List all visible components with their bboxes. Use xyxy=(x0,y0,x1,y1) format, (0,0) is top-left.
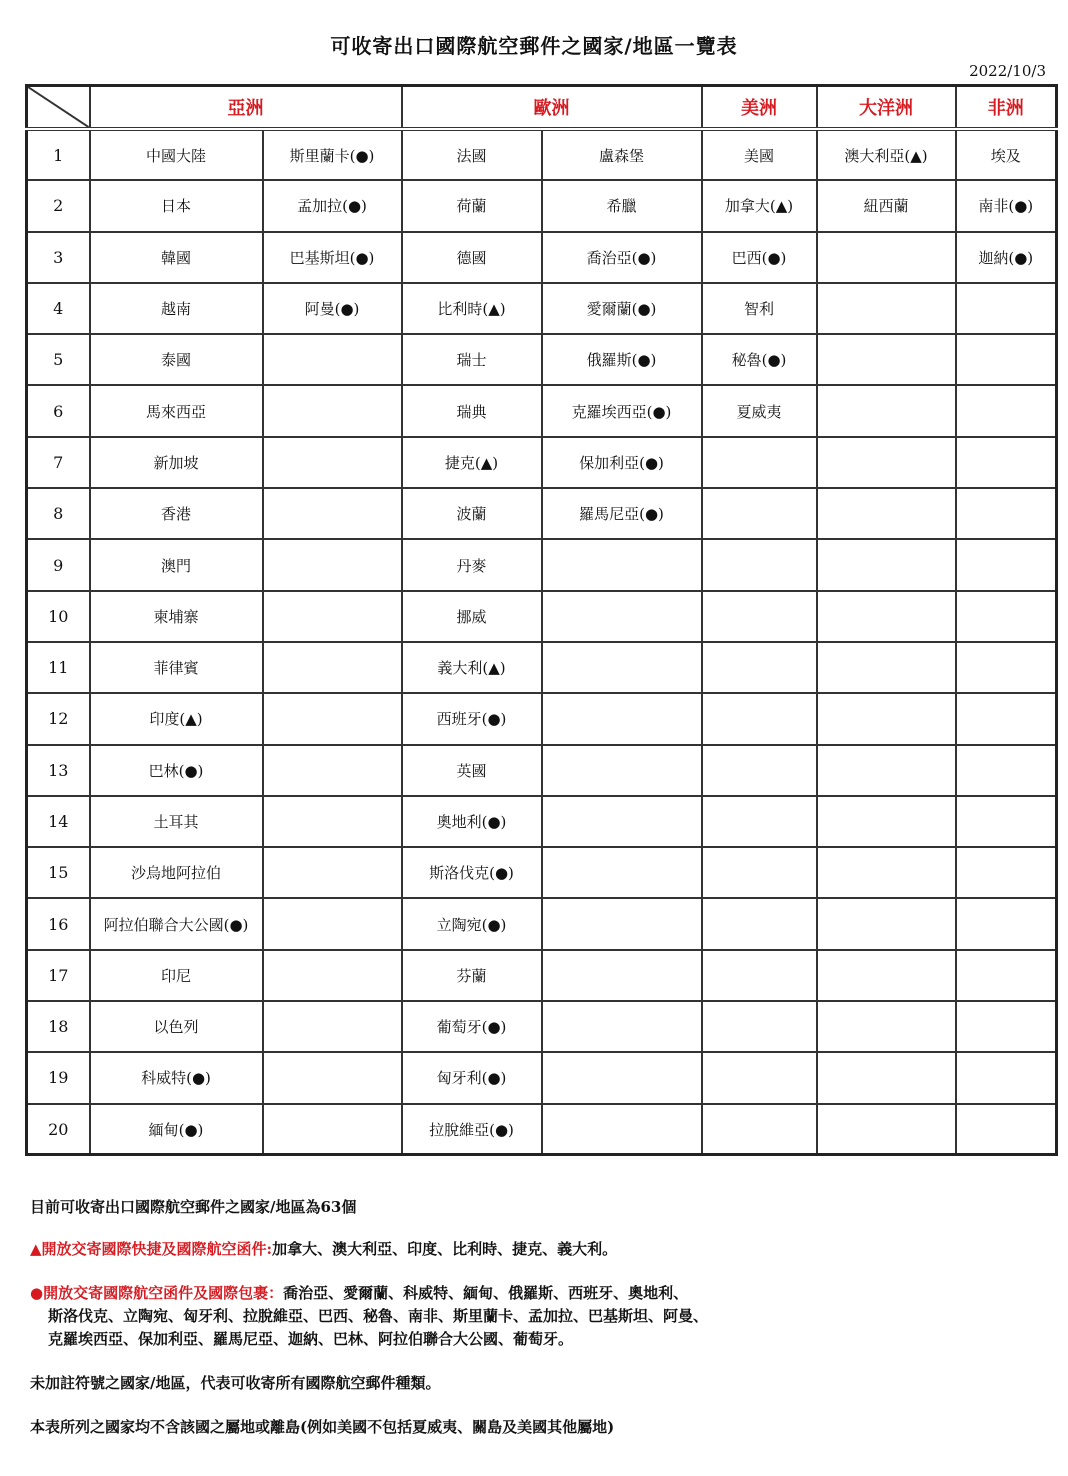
asia-cell-1: 阿拉伯聯合大公國(●) xyxy=(90,898,263,949)
america-cell: 夏威夷 xyxy=(702,385,817,436)
africa-cell xyxy=(956,1104,1057,1155)
row-number: 12 xyxy=(27,693,90,744)
asia-cell-2: 巴基斯坦(●) xyxy=(263,232,402,283)
oceania-cell xyxy=(817,334,956,385)
africa-cell xyxy=(956,334,1057,385)
america-cell xyxy=(702,796,817,847)
table-body xyxy=(27,129,1057,1155)
oceania-cell xyxy=(817,1104,956,1155)
africa-cell xyxy=(956,1052,1057,1103)
america-cell xyxy=(702,539,817,590)
table-row xyxy=(27,488,1057,539)
note-triangle-label: ▲開放交寄國際快捷及國際航空函件: xyxy=(30,1240,273,1258)
europe-cell-1: 英國 xyxy=(402,745,542,796)
asia-cell-1: 菲律賓 xyxy=(90,642,263,693)
asia-cell-2 xyxy=(263,1001,402,1052)
note-dot-label: ●開放交寄國際航空函件及國際包裹： xyxy=(30,1284,284,1302)
asia-cell-2 xyxy=(263,539,402,590)
row-number: 2 xyxy=(27,180,90,231)
oceania-cell xyxy=(817,693,956,744)
country-table xyxy=(25,84,1058,1156)
asia-cell-1: 土耳其 xyxy=(90,796,263,847)
asia-cell-1: 巴林(●) xyxy=(90,745,263,796)
note-dot-list-3: 克羅埃西亞、保加利亞、羅馬尼亞、迦納、巴林、阿拉伯聯合大公國、葡萄牙。 xyxy=(48,1330,574,1348)
asia-cell-2 xyxy=(263,334,402,385)
header-corner xyxy=(27,86,90,130)
asia-cell-1: 緬甸(●) xyxy=(90,1104,263,1155)
america-cell: 加拿大(▲) xyxy=(702,180,817,231)
note-unmarked: 未加註符號之國家/地區，代表可收寄所有國際航空郵件種類。 xyxy=(30,1374,441,1392)
europe-cell-1: 丹麥 xyxy=(402,539,542,590)
oceania-cell xyxy=(817,591,956,642)
table-row xyxy=(27,1001,1057,1052)
oceania-cell xyxy=(817,796,956,847)
asia-cell-1: 越南 xyxy=(90,283,263,334)
africa-cell xyxy=(956,796,1057,847)
oceania-cell xyxy=(817,642,956,693)
oceania-cell: 澳大利亞(▲) xyxy=(817,129,956,180)
america-cell xyxy=(702,745,817,796)
note-total: 目前可收寄出口國際航空郵件之國家/地區為63個 xyxy=(30,1198,357,1216)
europe-cell-1: 波蘭 xyxy=(402,488,542,539)
asia-cell-1: 澳門 xyxy=(90,539,263,590)
africa-cell: 南非(●) xyxy=(956,180,1057,231)
europe-cell-1: 立陶宛(●) xyxy=(402,898,542,949)
table-row xyxy=(27,1104,1057,1155)
europe-cell-1: 奧地利(●) xyxy=(402,796,542,847)
europe-cell-2 xyxy=(542,745,702,796)
africa-cell xyxy=(956,693,1057,744)
asia-cell-1: 日本 xyxy=(90,180,263,231)
asia-cell-2: 阿曼(●) xyxy=(263,283,402,334)
asia-cell-1: 中國大陸 xyxy=(90,129,263,180)
africa-cell xyxy=(956,283,1057,334)
europe-cell-2 xyxy=(542,796,702,847)
europe-cell-2: 俄羅斯(●) xyxy=(542,334,702,385)
europe-cell-2 xyxy=(542,1104,702,1155)
table-row xyxy=(27,539,1057,590)
oceania-cell xyxy=(817,950,956,1001)
oceania-cell: 紐西蘭 xyxy=(817,180,956,231)
europe-cell-1: 匈牙利(●) xyxy=(402,1052,542,1103)
africa-cell xyxy=(956,950,1057,1001)
asia-cell-2 xyxy=(263,1104,402,1155)
row-number: 16 xyxy=(27,898,90,949)
asia-cell-2 xyxy=(263,385,402,436)
africa-cell xyxy=(956,385,1057,436)
asia-cell-2: 孟加拉(●) xyxy=(263,180,402,231)
africa-cell: 埃及 xyxy=(956,129,1057,180)
asia-cell-2 xyxy=(263,796,402,847)
header-africa: 非洲 xyxy=(956,86,1057,130)
europe-cell-2 xyxy=(542,898,702,949)
row-number: 6 xyxy=(27,385,90,436)
europe-cell-2 xyxy=(542,539,702,590)
europe-cell-2: 保加利亞(●) xyxy=(542,437,702,488)
table-row xyxy=(27,745,1057,796)
asia-cell-1: 香港 xyxy=(90,488,263,539)
asia-cell-1: 科威特(●) xyxy=(90,1052,263,1103)
row-number: 9 xyxy=(27,539,90,590)
america-cell xyxy=(702,591,817,642)
oceania-cell xyxy=(817,539,956,590)
header-oceania: 大洋洲 xyxy=(817,86,956,130)
oceania-cell xyxy=(817,437,956,488)
document-title: 可收寄出口國際航空郵件之國家/地區一覽表 xyxy=(330,34,738,58)
table-row xyxy=(27,642,1057,693)
oceania-cell xyxy=(817,283,956,334)
asia-cell-1: 印度(▲) xyxy=(90,693,263,744)
africa-cell xyxy=(956,539,1057,590)
header-europe: 歐洲 xyxy=(402,86,702,130)
oceania-cell xyxy=(817,1052,956,1103)
oceania-cell xyxy=(817,488,956,539)
table-row xyxy=(27,693,1057,744)
table-row xyxy=(27,1052,1057,1103)
header-asia: 亞洲 xyxy=(90,86,402,130)
europe-cell-2: 克羅埃西亞(●) xyxy=(542,385,702,436)
asia-cell-1: 柬埔寨 xyxy=(90,591,263,642)
row-number: 4 xyxy=(27,283,90,334)
europe-cell-2: 希臘 xyxy=(542,180,702,231)
table-row xyxy=(27,898,1057,949)
africa-cell xyxy=(956,898,1057,949)
europe-cell-1: 瑞士 xyxy=(402,334,542,385)
europe-cell-1: 義大利(▲) xyxy=(402,642,542,693)
note-dot xyxy=(30,1282,708,1351)
row-number: 13 xyxy=(27,745,90,796)
europe-cell-2 xyxy=(542,1052,702,1103)
europe-cell-2 xyxy=(542,591,702,642)
africa-cell xyxy=(956,745,1057,796)
row-number: 18 xyxy=(27,1001,90,1052)
europe-cell-2: 盧森堡 xyxy=(542,129,702,180)
america-cell xyxy=(702,847,817,898)
asia-cell-2: 斯里蘭卡(●) xyxy=(263,129,402,180)
asia-cell-1: 泰國 xyxy=(90,334,263,385)
america-cell xyxy=(702,1052,817,1103)
europe-cell-2 xyxy=(542,847,702,898)
europe-cell-1: 荷蘭 xyxy=(402,180,542,231)
note-dot-list-1: 喬治亞、愛爾蘭、科威特、緬甸、俄羅斯、西班牙、奧地利、 xyxy=(283,1284,689,1302)
table-row xyxy=(27,591,1057,642)
document-date: 2022/10/3 xyxy=(969,62,1046,80)
row-number: 11 xyxy=(27,642,90,693)
asia-cell-2 xyxy=(263,437,402,488)
row-number: 17 xyxy=(27,950,90,1001)
row-number: 20 xyxy=(27,1104,90,1155)
europe-cell-1: 西班牙(●) xyxy=(402,693,542,744)
america-cell: 智利 xyxy=(702,283,817,334)
europe-cell-2 xyxy=(542,1001,702,1052)
asia-cell-1: 韓國 xyxy=(90,232,263,283)
row-number: 8 xyxy=(27,488,90,539)
asia-cell-1: 新加坡 xyxy=(90,437,263,488)
table-header-row xyxy=(27,86,1057,130)
asia-cell-2 xyxy=(263,898,402,949)
america-cell xyxy=(702,1001,817,1052)
europe-cell-2: 羅馬尼亞(●) xyxy=(542,488,702,539)
oceania-cell xyxy=(817,1001,956,1052)
africa-cell xyxy=(956,642,1057,693)
table-row xyxy=(27,796,1057,847)
america-cell xyxy=(702,693,817,744)
oceania-cell xyxy=(817,847,956,898)
america-cell xyxy=(702,642,817,693)
oceania-cell xyxy=(817,385,956,436)
table-row xyxy=(27,385,1057,436)
europe-cell-1: 斯洛伐克(●) xyxy=(402,847,542,898)
row-number: 7 xyxy=(27,437,90,488)
note-territory: 本表所列之國家均不含該國之屬地或離島(例如美國不包括夏威夷、關島及美國其他屬地) xyxy=(30,1418,615,1436)
america-cell xyxy=(702,488,817,539)
header-america: 美洲 xyxy=(702,86,817,130)
asia-cell-2 xyxy=(263,591,402,642)
america-cell xyxy=(702,950,817,1001)
america-cell xyxy=(702,898,817,949)
table-row xyxy=(27,334,1057,385)
america-cell xyxy=(702,437,817,488)
africa-cell: 迦納(●) xyxy=(956,232,1057,283)
row-number: 1 xyxy=(27,129,90,180)
africa-cell xyxy=(956,488,1057,539)
row-number: 10 xyxy=(27,591,90,642)
america-cell: 美國 xyxy=(702,129,817,180)
asia-cell-1: 以色列 xyxy=(90,1001,263,1052)
oceania-cell xyxy=(817,232,956,283)
america-cell: 秘魯(●) xyxy=(702,334,817,385)
row-number: 3 xyxy=(27,232,90,283)
europe-cell-2 xyxy=(542,693,702,744)
africa-cell xyxy=(956,591,1057,642)
europe-cell-2 xyxy=(542,950,702,1001)
table-row xyxy=(27,180,1057,231)
row-number: 14 xyxy=(27,796,90,847)
asia-cell-2 xyxy=(263,950,402,1001)
asia-cell-2 xyxy=(263,488,402,539)
table-row xyxy=(27,950,1057,1001)
asia-cell-2 xyxy=(263,693,402,744)
table-row xyxy=(27,129,1057,180)
europe-cell-2: 愛爾蘭(●) xyxy=(542,283,702,334)
oceania-cell xyxy=(817,745,956,796)
asia-cell-2 xyxy=(263,847,402,898)
america-cell xyxy=(702,1104,817,1155)
america-cell: 巴西(●) xyxy=(702,232,817,283)
europe-cell-1: 芬蘭 xyxy=(402,950,542,1001)
corner-diagonal xyxy=(28,87,89,127)
europe-cell-1: 挪威 xyxy=(402,591,542,642)
row-number: 19 xyxy=(27,1052,90,1103)
europe-cell-1: 德國 xyxy=(402,232,542,283)
table-row xyxy=(27,283,1057,334)
oceania-cell xyxy=(817,898,956,949)
asia-cell-2 xyxy=(263,1052,402,1103)
europe-cell-1: 比利時(▲) xyxy=(402,283,542,334)
europe-cell-2: 喬治亞(●) xyxy=(542,232,702,283)
note-dot-list-2: 斯洛伐克、立陶宛、匈牙利、拉脫維亞、巴西、秘魯、南非、斯里蘭卡、孟加拉、巴基斯坦、阿曼、 xyxy=(48,1307,709,1325)
row-number: 15 xyxy=(27,847,90,898)
europe-cell-1: 拉脫維亞(●) xyxy=(402,1104,542,1155)
asia-cell-1: 馬來西亞 xyxy=(90,385,263,436)
note-triangle xyxy=(30,1238,617,1259)
africa-cell xyxy=(956,437,1057,488)
table-row xyxy=(27,847,1057,898)
europe-cell-1: 葡萄牙(●) xyxy=(402,1001,542,1052)
table-row xyxy=(27,232,1057,283)
africa-cell xyxy=(956,847,1057,898)
asia-cell-1: 印尼 xyxy=(90,950,263,1001)
europe-cell-1: 法國 xyxy=(402,129,542,180)
asia-cell-2 xyxy=(263,642,402,693)
asia-cell-1: 沙烏地阿拉伯 xyxy=(90,847,263,898)
note-triangle-list: 加拿大、澳大利亞、印度、比利時、捷克、義大利。 xyxy=(272,1240,618,1258)
europe-cell-2 xyxy=(542,642,702,693)
africa-cell xyxy=(956,1001,1057,1052)
table-row xyxy=(27,437,1057,488)
row-number: 5 xyxy=(27,334,90,385)
europe-cell-1: 瑞典 xyxy=(402,385,542,436)
asia-cell-2 xyxy=(263,745,402,796)
europe-cell-1: 捷克(▲) xyxy=(402,437,542,488)
